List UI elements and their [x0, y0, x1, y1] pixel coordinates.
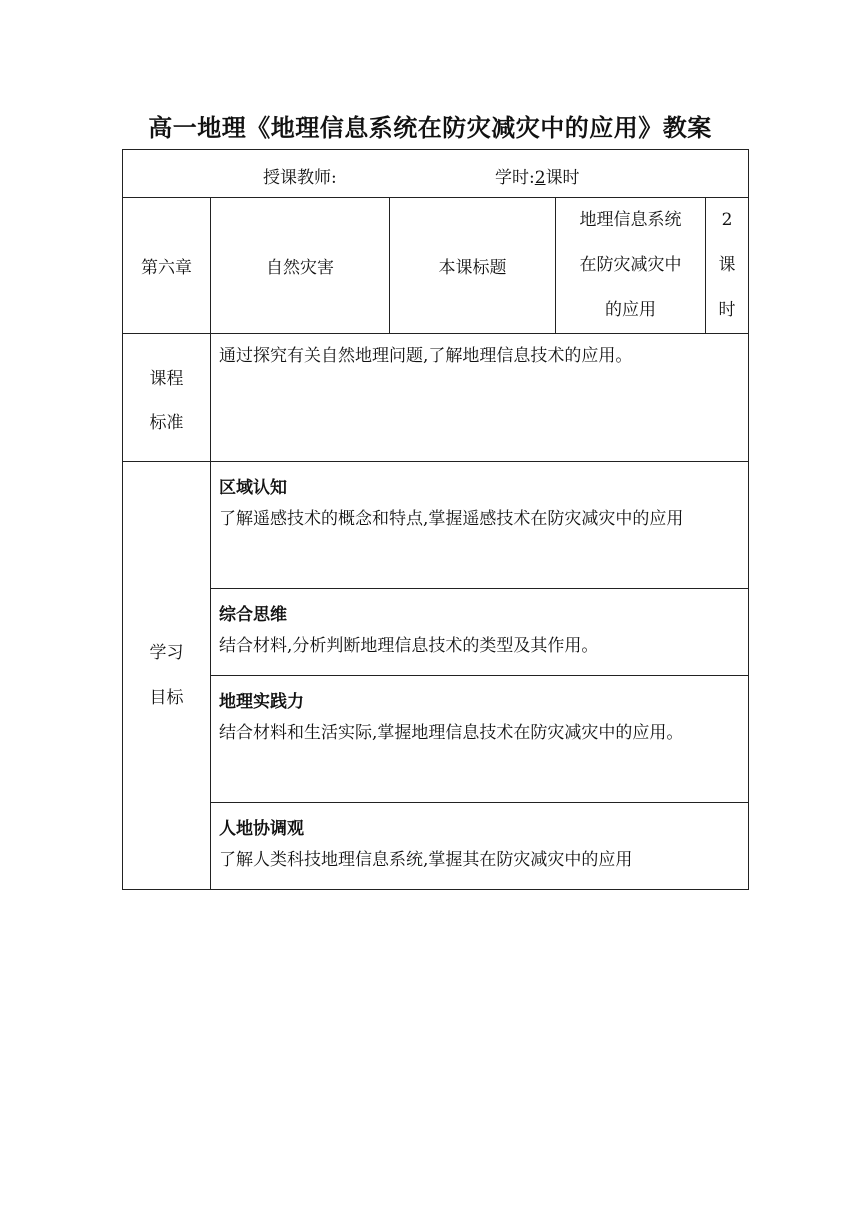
standard-text: 通过探究有关自然地理问题,了解地理信息技术的应用。 [211, 334, 749, 462]
topic-line: 在防灾减灾中 [579, 255, 682, 275]
objective-row [123, 676, 749, 803]
duration-cell [706, 198, 749, 334]
objective-text: 了解遥感技术的概念和特点,掌握遥感技术在防灾减灾中的应用 [219, 509, 684, 529]
topic-line: 的应用 [605, 300, 656, 320]
duration-line: 2 [721, 210, 733, 230]
objective-regional-cognition [211, 462, 749, 589]
objective-text: 结合材料,分析判断地理信息技术的类型及其作用。 [219, 636, 599, 656]
topic-cell [556, 198, 706, 334]
objective-text: 结合材料和生活实际,掌握地理信息技术在防灾减灾中的应用。 [219, 723, 684, 743]
hours-number: 2 [534, 168, 546, 188]
objectives-label-cell [123, 462, 211, 890]
topic-label-cell: 本课标题 [390, 198, 556, 334]
class-hours [495, 163, 580, 188]
objective-row [123, 803, 749, 890]
objectives-label-line: 目标 [149, 687, 184, 708]
objective-heading: 地理实践力 [219, 692, 304, 712]
objective-practice [211, 676, 749, 803]
chapter-cell: 第六章 [123, 198, 211, 334]
objective-row [123, 589, 749, 676]
teacher-cell [123, 150, 749, 198]
objective-heading: 综合思维 [219, 605, 287, 625]
unit-cell: 自然灾害 [211, 198, 390, 334]
objective-human-earth [211, 803, 749, 890]
hours-prefix: 学时: [495, 168, 535, 188]
objective-row [123, 462, 749, 589]
hours-suffix: 课时 [545, 168, 580, 188]
objective-text: 了解人类科技地理信息系统,掌握其在防灾减灾中的应用 [219, 850, 633, 870]
objective-integrated-thinking [211, 589, 749, 676]
standard-label-cell [123, 334, 211, 462]
teacher-row [123, 150, 749, 198]
topic-line: 地理信息系统 [579, 210, 682, 230]
objectives-label-line: 学习 [149, 642, 184, 663]
objective-heading: 区域认知 [219, 478, 287, 498]
duration-line: 课 [718, 255, 736, 275]
standard-label-line: 标准 [149, 412, 184, 433]
teacher-label: 授课教师: [263, 168, 337, 188]
chapter-row [123, 198, 749, 334]
standard-label-line: 课程 [149, 368, 184, 389]
duration-line: 时 [718, 300, 736, 320]
standard-row [123, 334, 749, 462]
document-title: 高一地理《地理信息系统在防灾减灾中的应用》教案 [148, 114, 712, 142]
objective-heading: 人地协调观 [219, 819, 304, 839]
lesson-plan-table [122, 149, 749, 890]
